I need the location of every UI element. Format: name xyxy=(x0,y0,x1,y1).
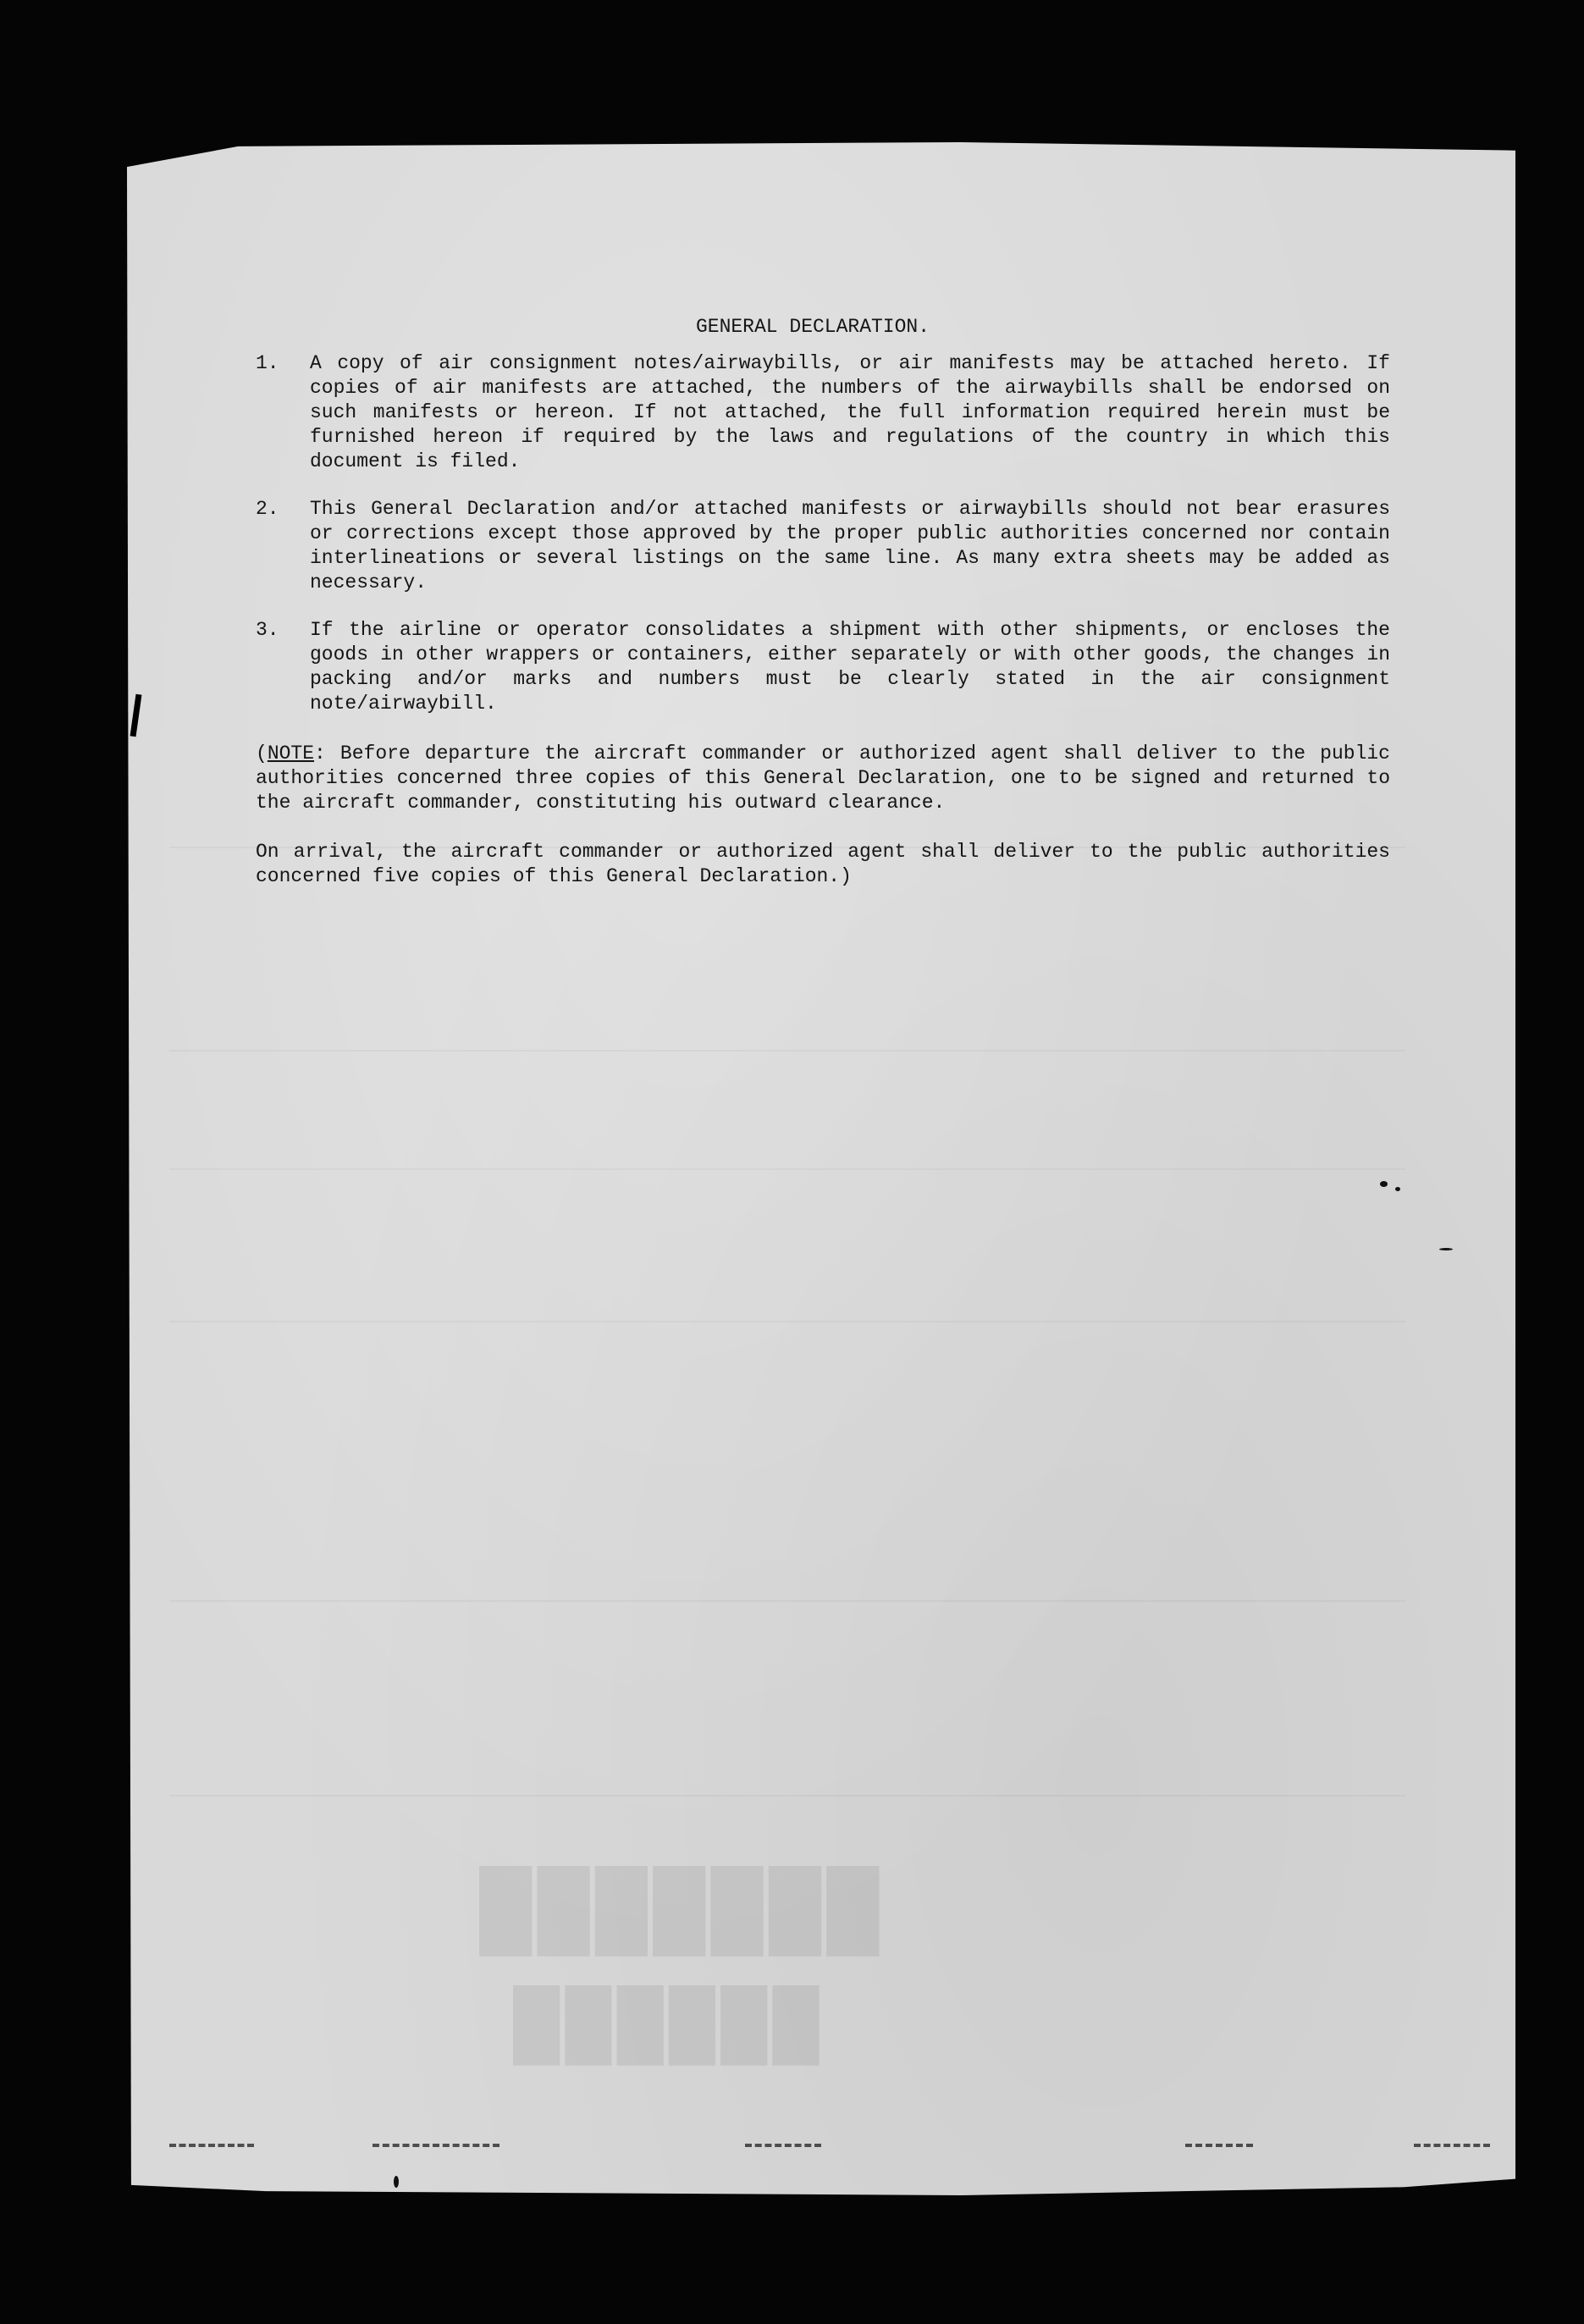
ink-speck xyxy=(1439,1248,1453,1250)
item-text: If the airline or operator consolidates a shipment with other shipments, or encloses the goods in other wrappers or containers, either separately or with other goods, the changes in packing and/or marks and numbers must be clearly stated in the air consignment note/airwaybill. xyxy=(310,619,1390,715)
declaration-text xyxy=(256,315,1390,889)
item-text: A copy of air consignment notes/airwaybills, or air manifests may be attached hereto. If copies of air manifests are attached, the numbers of the airwaybills shall be endorsed on such manifests or hereon. If not attached, the full information required herein must be furnished hereon if required by the laws and regulations of the country in which this document is filed. xyxy=(310,352,1390,472)
item-number: 2. xyxy=(256,498,279,520)
instruction-item xyxy=(256,497,1390,595)
note-paragraph xyxy=(256,742,1390,815)
item-number: 3. xyxy=(256,619,279,641)
edge-dash-marks xyxy=(1185,2144,1253,2152)
item-number: 1. xyxy=(256,352,279,374)
instruction-item xyxy=(256,618,1390,716)
reverse-side-bleed-through: ██████ xyxy=(508,1986,820,2060)
ink-speck xyxy=(1395,1187,1400,1191)
note-label: NOTE xyxy=(267,742,315,765)
show-through-line xyxy=(169,1600,1405,1602)
edge-dash-marks xyxy=(1414,2144,1490,2152)
show-through-line xyxy=(169,1321,1405,1322)
edge-dash-marks xyxy=(745,2144,821,2152)
ink-speck xyxy=(1380,1181,1388,1187)
edge-dash-marks xyxy=(373,2144,499,2152)
note-colon: : xyxy=(314,742,326,765)
instruction-item xyxy=(256,351,1390,474)
ink-speck xyxy=(394,2176,399,2188)
note-text: Before departure the aircraft commander or authorized agent shall deliver to the public authorities concerned three copies of this General Declaration, one to be signed and returned to the aircraft commander, constituting his outward clearance. xyxy=(256,742,1390,814)
note-open-paren: ( xyxy=(256,742,268,765)
reverse-side-bleed-through: ███████ xyxy=(474,1869,880,1951)
show-through-line xyxy=(169,1050,1405,1052)
document-title: GENERAL DECLARATION. xyxy=(695,316,930,338)
arrival-paragraph: On arrival, the aircraft commander or authorized agent shall deliver to the public authorities concerned five copies of this General Declaration.) xyxy=(256,841,1390,887)
item-text: This General Declaration and/or attached manifests or airwaybills should not bear erasures or corrections except those approved by the proper public authorities concerned nor contain interlineations or several listings on the same line. As many extra sheets may be added as necessary. xyxy=(310,498,1390,593)
show-through-line xyxy=(169,1168,1405,1170)
edge-dash-marks xyxy=(169,2144,254,2152)
show-through-line xyxy=(169,1795,1405,1797)
